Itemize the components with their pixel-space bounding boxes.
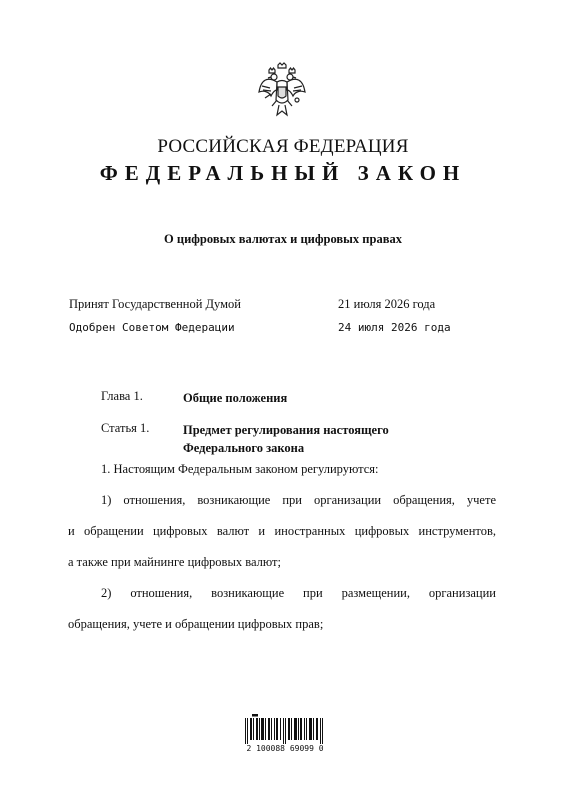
coat-of-arms-icon: [257, 62, 307, 120]
article-name-line: Федерального закона: [183, 441, 305, 455]
paragraph-1: 1. Настоящим Федеральным законом регулируются:: [101, 462, 379, 476]
paragraph-item-1: [68, 485, 496, 578]
chapter-name: Общие положения: [183, 391, 288, 405]
barcode-icon: [243, 714, 327, 744]
council-date: 24 июля 2026 года: [338, 321, 451, 334]
paragraph-line: обращения, учете и обращении цифровых прав;: [68, 617, 324, 631]
barcode-number: 2 100088 69099 0: [246, 744, 324, 753]
paragraph-item-2: [68, 578, 496, 640]
law-type-heading: ФЕДЕРАЛЬНЫЙ ЗАКОН: [99, 161, 467, 185]
adoption-council-row: [69, 321, 489, 334]
country-name: РОССИЙСКАЯ ФЕДЕРАЦИЯ: [157, 136, 409, 157]
paragraph-line: 1) отношения, возникающие при организации обращения, учете: [101, 493, 496, 507]
article-label: Статья 1.: [101, 421, 150, 435]
paragraph-line: 2) отношения, возникающие при размещении, организации: [101, 586, 496, 600]
duma-date: 21 июля 2026 года: [338, 297, 436, 311]
article-name: [183, 421, 443, 457]
paragraph-line: а также при майнинге цифровых валют;: [68, 555, 281, 569]
paragraph-line: и обращении цифровых валют и иностранных цифровых инструментов,: [68, 524, 496, 538]
duma-label: Принят Государственной Думой: [69, 297, 241, 311]
council-label: Одобрен Советом Федерации: [69, 321, 235, 334]
adoption-duma-row: [69, 297, 489, 312]
chapter-label: Глава 1.: [101, 389, 143, 403]
law-title: О цифровых валютах и цифровых правах: [164, 232, 402, 246]
article-name-line: Предмет регулирования настоящего: [183, 423, 389, 437]
